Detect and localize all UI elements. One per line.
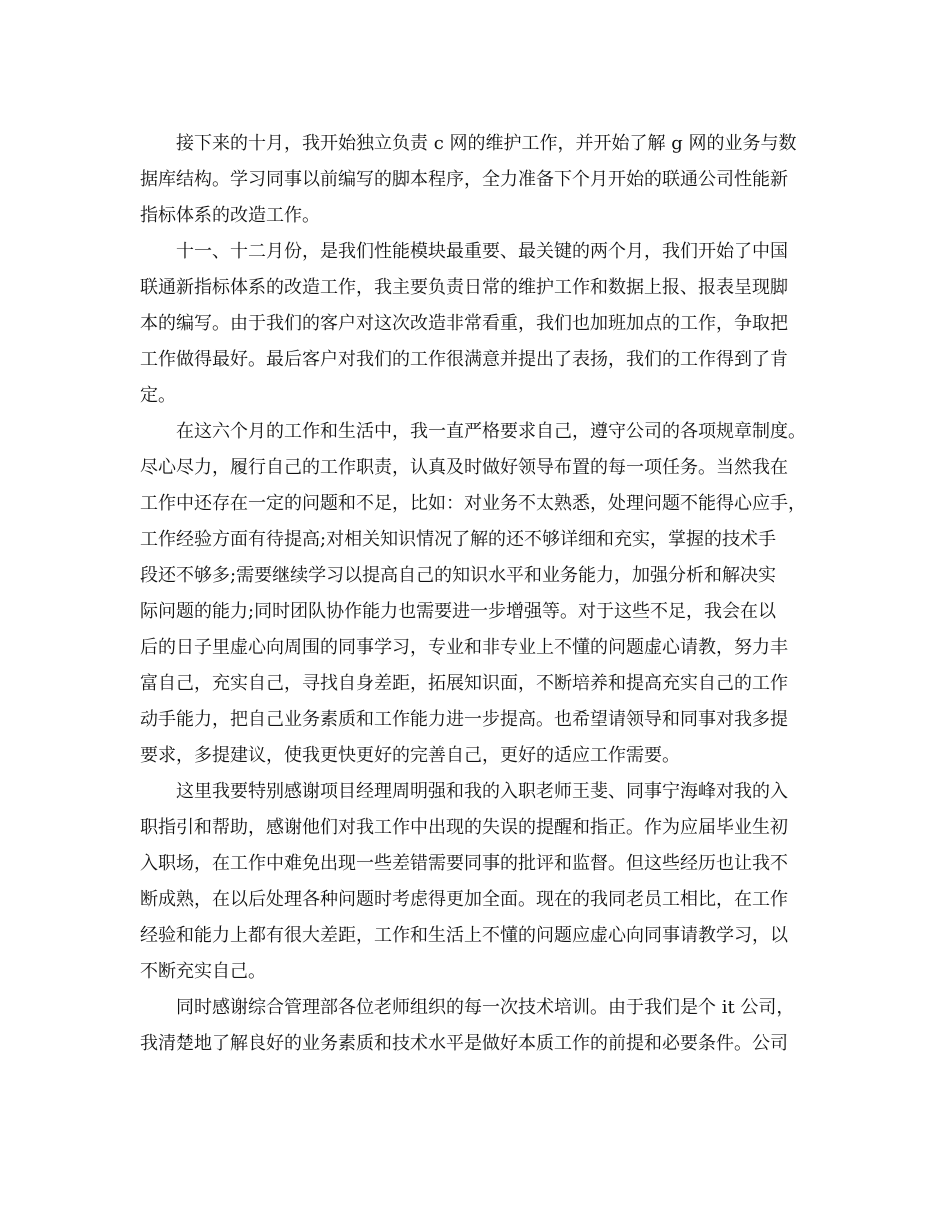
text-line: 定。 [140,385,176,406]
paragraph-1 [140,126,812,234]
text-line: 联通新指标体系的改造工作，我主要负责日常的维护工作和数据上报、报表呈现脚 [140,277,788,298]
text-line: 际问题的能力;同时团队协作能力也需要进一步增强等。对于这些不足，我会在以 [140,601,777,622]
text-line: 十一、十二月份，是我们性能模块最重要、最关键的两个月，我们开始了中国 [176,241,788,262]
text-line: 经验和能力上都有很大差距，工作和生活上不懂的问题应虚心向同事请教学习，以 [140,925,788,946]
text-line: 要求，多提建议，使我更快更好的完善自己，更好的适应工作需要。 [140,745,680,766]
text-line: 不断充实自己。 [140,961,266,982]
text-line: 尽心尽力，履行自己的工作职责，认真及时做好领导布置的每一项任务。当然我在 [140,457,788,478]
text-line: 职指引和帮助，感谢他们对我工作中出现的失误的提醒和指正。作为应届毕业生初 [140,817,788,838]
text-line: 同时感谢综合管理部各位老师组织的每一次技术培训。由于我们是个 it 公司， [176,997,795,1018]
text-line: 在这六个月的工作和生活中，我一直严格要求自己，遵守公司的各项规章制度。 [176,421,806,442]
text-line: 断成熟，在以后处理各种问题时考虑得更加全面。现在的我同老员工相比，在工作 [140,889,788,910]
text-line: 动手能力，把自己业务素质和工作能力进一步提高。也希望请领导和同事对我多提 [140,709,788,730]
text-line: 工作做得最好。最后客户对我们的工作很满意并提出了表扬，我们的工作得到了肯 [140,349,788,370]
text-line: 工作经验方面有待提高;对相关知识情况了解的还不够详细和充实，掌握的技术手 [140,529,777,550]
paragraph-5 [140,990,812,1062]
text-line: 据库结构。学习同事以前编写的脚本程序，全力准备下个月开始的联通公司性能新 [140,169,788,190]
text-line: 接下来的十月，我开始独立负责 c 网的维护工作，并开始了解 g 网的业务与数 [176,133,797,154]
document-body [140,126,812,1062]
text-line: 富自己，充实自己，寻找自身差距，拓展知识面，不断培养和提高充实自己的工作 [140,673,788,694]
text-line: 后的日子里虚心向周围的同事学习，专业和非专业上不懂的问题虚心请教，努力丰 [140,637,788,658]
paragraph-3 [140,414,812,774]
text-line: 这里我要特别感谢项目经理周明强和我的入职老师王斐、同事宁海峰对我的入 [176,781,788,802]
text-line: 指标体系的改造工作。 [140,205,320,226]
text-line: 本的编写。由于我们的客户对这次改造非常看重，我们也加班加点的工作，争取把 [140,313,788,334]
paragraph-4 [140,774,812,990]
text-line: 段还不够多;需要继续学习以提高自己的知识水平和业务能力，加强分析和解决实 [140,565,777,586]
paragraph-2 [140,234,812,414]
text-line: 工作中还存在一定的问题和不足，比如：对业务不太熟悉，处理问题不能得心应手， [140,493,806,514]
text-line: 我清楚地了解良好的业务素质和技术水平是做好本质工作的前提和必要条件。公司 [140,1033,788,1054]
text-line: 入职场，在工作中难免出现一些差错需要同事的批评和监督。但这些经历也让我不 [140,853,788,874]
